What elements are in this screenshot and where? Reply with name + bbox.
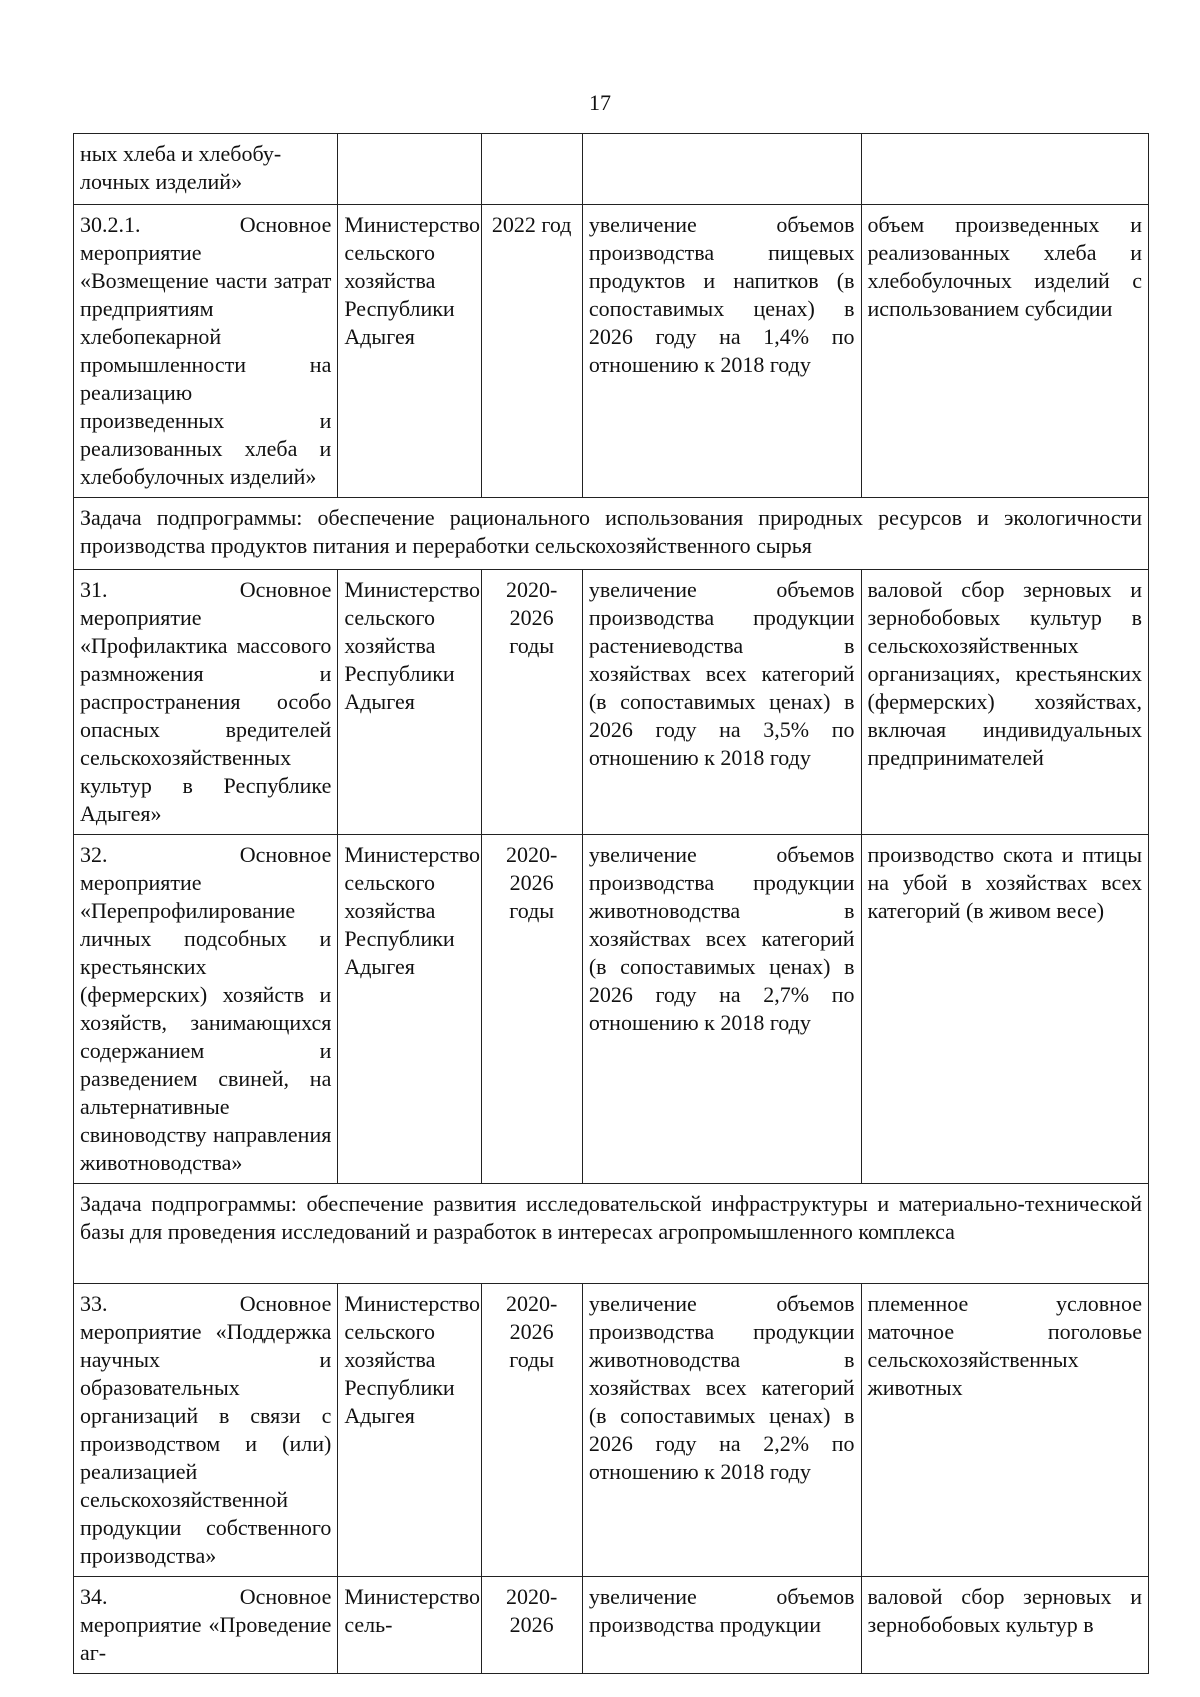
activity-name-cell: ных хлеба и хлебобу- лочных изделий» [74, 134, 338, 205]
term-cell: 2020-2026 годы [481, 1284, 582, 1577]
result-cell: увеличение объемов производства пищевых продуктов и напитков (в сопоставимых ценах) в 2026 году на 1,4% по отношению к 2018 году [582, 205, 861, 498]
activity-name-cell: 30.2.1. Основное мероприятие «Возмещение части затрат предприятиям хлебопекарной промышленности на реализацию произведенных и реализованных хлеба и хлебобулочных изделий» [74, 205, 338, 498]
executor-cell: Министерство сель- [338, 1577, 481, 1674]
table-row [74, 835, 1149, 1184]
executor-cell: Министерство сельского хозяйства Республики Адыгея [338, 205, 481, 498]
term-cell [481, 134, 582, 205]
page-number: 17 [589, 90, 611, 115]
indicator-cell [861, 134, 1149, 205]
result-cell: увеличение объемов производства продукции растениеводства в хозяйствах всех категорий (в сопоставимых ценах) в 2026 году на 3,5% по отношению к 2018 году [582, 570, 861, 835]
task-row [74, 1184, 1149, 1284]
indicator-cell: производство скота и птицы на убой в хозяйствах всех категорий (в живом весе) [861, 835, 1149, 1184]
task-cell: Задача подпрограммы: обеспечение рационального использования природных ресурсов и экологичности производства продуктов питания и переработки сельскохозяйственного сырья [74, 498, 1149, 570]
activity-name-cell: 33. Основное мероприятие «Поддержка научных и образовательных организаций в связи с производством и (или) реализацией сельскохозяйственной продукции собственного производства» [74, 1284, 338, 1577]
indicator-cell: племенное условное маточное поголовье сельскохозяйственных животных [861, 1284, 1149, 1577]
indicator-cell: валовой сбор зерновых и зернобобовых культур в [861, 1577, 1149, 1674]
indicator-cell: объем произведенных и реализованных хлеба и хлебобулочных изделий с использованием субсидии [861, 205, 1149, 498]
table-row [74, 1577, 1149, 1674]
executor-cell [338, 134, 481, 205]
table-row [74, 1284, 1149, 1577]
table-row [74, 570, 1149, 835]
result-cell: увеличение объемов производства продукции [582, 1577, 861, 1674]
task-cell: Задача подпрограммы: обеспечение развития исследовательской инфраструктуры и материально-технической базы для проведения исследований и разработок в интересах агропромышленного комплекса [74, 1184, 1149, 1284]
executor-cell: Министерство сельского хозяйства Республики Адыгея [338, 1284, 481, 1577]
term-cell: 2020-2026 годы [481, 570, 582, 835]
result-cell: увеличение объемов производства продукции животноводства в хозяйствах всех категорий (в сопоставимых ценах) в 2026 году на 2,2% по отношению к 2018 году [582, 1284, 861, 1577]
executor-cell: Министерство сельского хозяйства Республики Адыгея [338, 570, 481, 835]
activity-name-cell: 32. Основное мероприятие «Перепрофилирование личных подсобных и крестьянских (фермерских) хозяйств и хозяйств, занимающихся содержанием и разведением свиней, на альтернативные свиноводству направления животноводства» [74, 835, 338, 1184]
table-row [74, 134, 1149, 205]
term-cell: 2020-2026 [481, 1577, 582, 1674]
executor-cell: Министерство сельского хозяйства Республики Адыгея [338, 835, 481, 1184]
term-cell: 2020-2026 годы [481, 835, 582, 1184]
table-row [74, 205, 1149, 498]
activity-name-cell: 31. Основное мероприятие «Профилактика массового размножения и распространения особо опасных вредителей сельскохозяйственных культур в Республике Адыгея» [74, 570, 338, 835]
result-cell [582, 134, 861, 205]
indicator-cell: валовой сбор зерновых и зернобобовых культур в сельскохозяйственных организациях, крестьянских (фермерских) хозяйствах, включая индивидуальных предпринимателей [861, 570, 1149, 835]
result-cell: увеличение объемов производства продукции животноводства в хозяйствах всех категорий (в сопоставимых ценах) в 2026 году на 2,7% по отношению к 2018 году [582, 835, 861, 1184]
task-row [74, 498, 1149, 570]
term-cell: 2022 год [481, 205, 582, 498]
activity-name-cell: 34. Основное мероприятие «Проведение аг- [74, 1577, 338, 1674]
activities-table [73, 133, 1149, 1674]
